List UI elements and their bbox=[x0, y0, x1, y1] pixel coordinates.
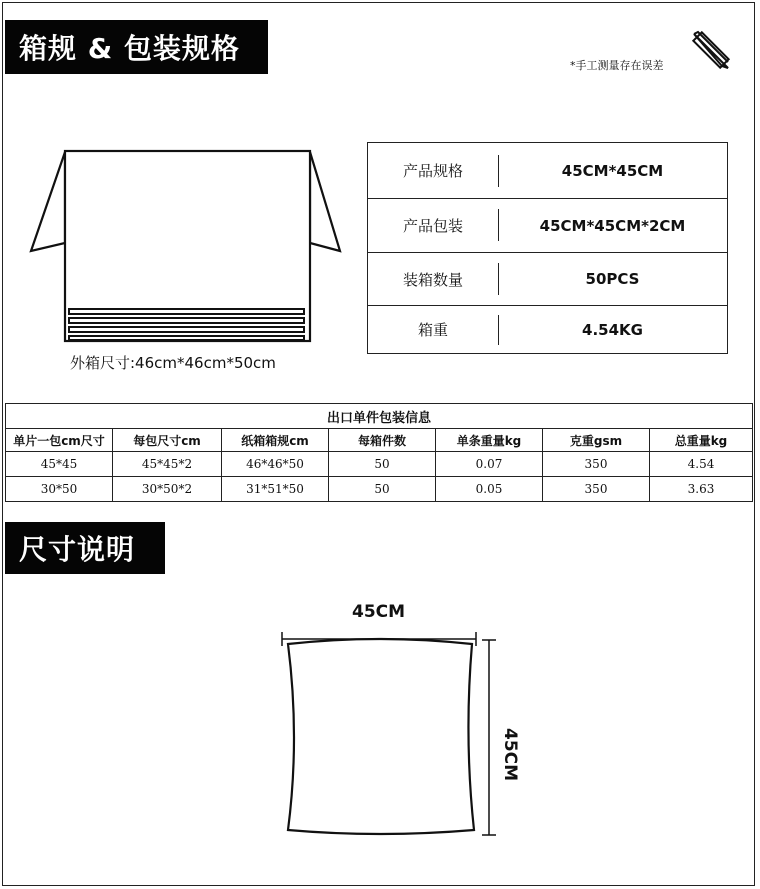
spec-label: 产品规格 bbox=[402, 162, 463, 180]
spec-row bbox=[368, 143, 727, 198]
spec-value: 50PCS bbox=[585, 270, 640, 288]
column-header: 每箱件数 bbox=[329, 429, 436, 452]
spec-value: 45CM*45CM bbox=[561, 161, 664, 180]
height-label: 45CM bbox=[500, 728, 520, 782]
width-label: 45CM bbox=[352, 602, 406, 622]
divider bbox=[498, 315, 499, 345]
table-cell: 50 bbox=[329, 452, 436, 477]
table-cell: 350 bbox=[543, 477, 650, 502]
spec-label: 装箱数量 bbox=[402, 270, 463, 289]
table-cell: 30*50 bbox=[6, 477, 113, 502]
export-packaging-table bbox=[5, 403, 753, 502]
measurement-note: *手工测量存在误差 bbox=[570, 59, 664, 72]
product-spec-table bbox=[367, 142, 728, 354]
table-header-row bbox=[6, 429, 753, 452]
column-header: 总重量kg bbox=[650, 429, 753, 452]
table-cell: 31*51*50 bbox=[222, 477, 329, 502]
table-cell: 0.05 bbox=[436, 477, 543, 502]
spec-label: 产品包装 bbox=[402, 217, 463, 235]
table-cell: 350 bbox=[543, 452, 650, 477]
spec-row bbox=[368, 199, 727, 252]
spec-row bbox=[368, 253, 727, 305]
carton-size-caption: 外箱尺寸:46cm*46cm*50cm bbox=[70, 354, 276, 372]
section-title-dimensions: 尺寸说明 bbox=[5, 522, 165, 574]
pencil-ruler-icon bbox=[688, 28, 734, 74]
column-header: 单片一包cm尺寸 bbox=[6, 429, 113, 452]
table-cell: 3.63 bbox=[650, 477, 753, 502]
cushion-dimension-drawing bbox=[274, 620, 514, 840]
carton-box-drawing bbox=[28, 148, 348, 348]
divider bbox=[498, 209, 499, 241]
table-row bbox=[6, 452, 753, 477]
table-cell: 0.07 bbox=[436, 452, 543, 477]
section-title-packaging: 箱规 & 包装规格 bbox=[5, 20, 268, 74]
table-row bbox=[6, 477, 753, 502]
column-header: 克重gsm bbox=[543, 429, 650, 452]
table-cell: 45*45 bbox=[6, 452, 113, 477]
table-cell: 30*50*2 bbox=[113, 477, 222, 502]
column-header: 每包尺寸cm bbox=[113, 429, 222, 452]
column-header: 纸箱箱规cm bbox=[222, 429, 329, 452]
table-cell: 4.54 bbox=[650, 452, 753, 477]
spec-row bbox=[368, 306, 727, 353]
table-caption-row bbox=[6, 404, 753, 429]
divider bbox=[498, 263, 499, 295]
column-header: 单条重量kg bbox=[436, 429, 543, 452]
table-cell: 46*46*50 bbox=[222, 452, 329, 477]
spec-value: 4.54KG bbox=[582, 320, 643, 339]
table-cell: 50 bbox=[329, 477, 436, 502]
spec-label: 箱重 bbox=[417, 321, 448, 339]
spec-value: 45CM*45CM*2CM bbox=[539, 216, 686, 235]
table-title: 出口单件包装信息 bbox=[6, 404, 753, 429]
divider bbox=[498, 155, 499, 187]
table-cell: 45*45*2 bbox=[113, 452, 222, 477]
